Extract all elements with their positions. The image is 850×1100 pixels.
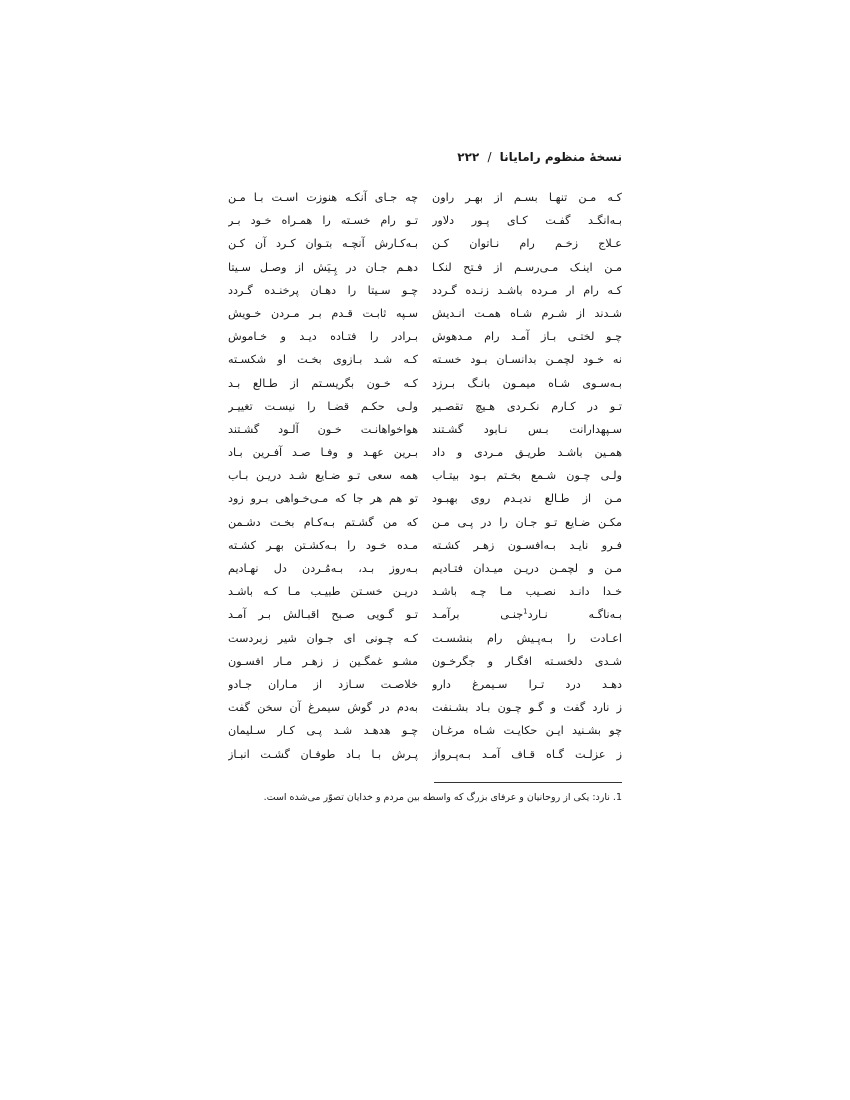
verse-line: که من گشـتم بـه‌کـام بخـت دشـمن (228, 515, 418, 529)
verse-line: چـو سـیتا را دهـان پرخنـده گـردد (228, 283, 418, 297)
footnote-marker: 1 (523, 607, 528, 616)
book-title: نسخهٔ منظوم رامایانا (499, 150, 622, 164)
verse-line: مـده خـود را بـه‌کشـتن بهـر کشـته (228, 538, 418, 552)
verse-line: همه سعی تـو ضـایع شـد دریـن بـاب (228, 469, 418, 483)
footnote-number: 1. (612, 792, 622, 803)
verse-line: چه جـای آنکـه هنوزت اسـت بـا مـن (228, 191, 418, 204)
verse-line: کـه مـن تنهـا بسـم از بهـر راون (432, 191, 622, 204)
verse-line: خلاصـت سـازد از مـاران جـادو (228, 677, 418, 691)
verse-line: ز نارد گفت و گـو چـون بـاد بشـنفت (432, 701, 622, 715)
verse-line: بـه‌سـوی شـاه میمـون بانـگ بـرزد (432, 376, 622, 390)
verse-column-right (432, 186, 622, 766)
verse-line: مشـو غمگـین ز زهـر مـار افسـون (228, 654, 418, 668)
header-separator: / (487, 150, 492, 164)
verse-line: چو بشـنید ایـن حکایـت شـاه مرغـان (432, 724, 622, 738)
footnote-divider (434, 782, 622, 783)
footnote (228, 792, 622, 803)
verse-line: هواخواهانـت خـون آلـود گشـتند (228, 422, 418, 436)
verse-line: بـه‌انگـد گفـت کـای پـور دلاور (432, 214, 622, 228)
footnote-text: نارد: یکی از روحانیان و عرفای بزرگ که واسطه بین مردم و خدایان تصوّر می‌شده است. (263, 792, 610, 803)
verse-line: دریـن خسـتن طبیـب مـا کـه باشـد (228, 585, 418, 599)
verse-line: بـرادر را فتـاده دیـد و خـاموش (228, 330, 418, 344)
verse-line: کـه چـونی ای جـوان شیر زبردست (228, 631, 418, 645)
page-number: ۲۲۲ (457, 150, 480, 164)
verse-line: سـپهدارانت بـس نـابود گشـتند (432, 422, 622, 436)
verse-line: شـدی دلخسـته افگـار و جگرخـون (432, 654, 622, 668)
verse-line: سـپه ثابـت قـدم بـر مـردن خـویش (228, 306, 418, 320)
verse-line: به‌دم در گوش سیمرغ آن سخن گفت (228, 701, 418, 715)
verse-line: پـرش بـا بـاد طوفـان گشـت انبـاز (228, 747, 418, 761)
verse-line: چـو هدهـد شـد پـی کـار سـلیمان (228, 724, 418, 738)
verse-line: چـو لختـی بـاز آمـد رام مـدهوش (432, 330, 622, 344)
verse-line: اعـادت را بـه‌پـیش رام بنشسـت (432, 631, 622, 645)
verse-line: مـن اینـک مـی‌رسـم از فـتح لنکـا (432, 260, 622, 274)
verse-line: عـلاج زخـم رام نـاتوان کـن (432, 237, 622, 251)
verse-line: بـرین عهـد و وفـا صـد آفـرین بـاد (228, 446, 418, 460)
verse-line: دهـد درد تـرا سـیمرغ دارو (432, 677, 622, 691)
verse-line-part: بـه‌ناگـه نـارد (527, 608, 622, 622)
verse-line: دهـم جـان در پِـیَش از وصـل سـیتا (228, 260, 418, 274)
verse-line: تـو در کـارم نکـردی هـیچ تقصـیر (432, 399, 622, 413)
verse-line: خـدا دانـد نصـیب مـا چـه باشـد (432, 585, 622, 599)
verse-line: فـرو نایـد بـه‌افسـون زهـر کشـته (432, 538, 622, 552)
verse-line: تـو رام خسـته را همـراه خـود بـر (228, 214, 418, 228)
verse-column-left (228, 186, 418, 766)
verse-line: بـه‌روز بـد، بـه‌مُـردن دل نهـادیم (228, 562, 418, 575)
verse-line: نه خـود لچمـن بدانسـان بـود خسـته (432, 353, 622, 367)
verse-line: همـین باشـد طریـق مـردی و داد (432, 446, 622, 460)
verse-line: کـه شـد بـازوی بخـت او شکسـته (228, 353, 418, 367)
verse-line: ولـی حکـم قضـا را نیسـت تغییـر (228, 399, 418, 413)
verse-line: تو هم هر جا که مـی‌خـواهی بـرو زود (228, 492, 418, 506)
verse-line: مکـن ضـایع تـو جـان را در پـی مـن (432, 515, 622, 529)
verse-line-with-footnote (432, 603, 622, 626)
verse-line: ز عزلـت گـاه قـاف آمـد بـه‌پـرواز (432, 747, 622, 761)
verse-line: بـه‌کـارش آنچـه بتـوان کـرد آن کـن (228, 237, 418, 251)
verse-line: شـدند از شـرم شـاه همـت انـدیش (432, 306, 622, 320)
verse-line-part: جنـی برآمـد (432, 608, 524, 622)
verse-line: کـه خـون بگریسـتم از طـالع بـد (228, 376, 418, 390)
verse-line: تـو گـویی صـبح اقبـالش بـر آمـد (228, 608, 418, 622)
verse-line: کـه رام ار مـرده باشـد زنـده گـردد (432, 283, 622, 297)
verse-line: مـن از طـالع ندیـدم روی بهبـود (432, 492, 622, 506)
verse-line: ولـی چـون شـمع بخـتم بـود بیتـاب (432, 469, 622, 483)
verse-line: مـن و لچمـن دریـن میـدان فتـادیم (432, 562, 622, 575)
page-header (228, 150, 622, 164)
